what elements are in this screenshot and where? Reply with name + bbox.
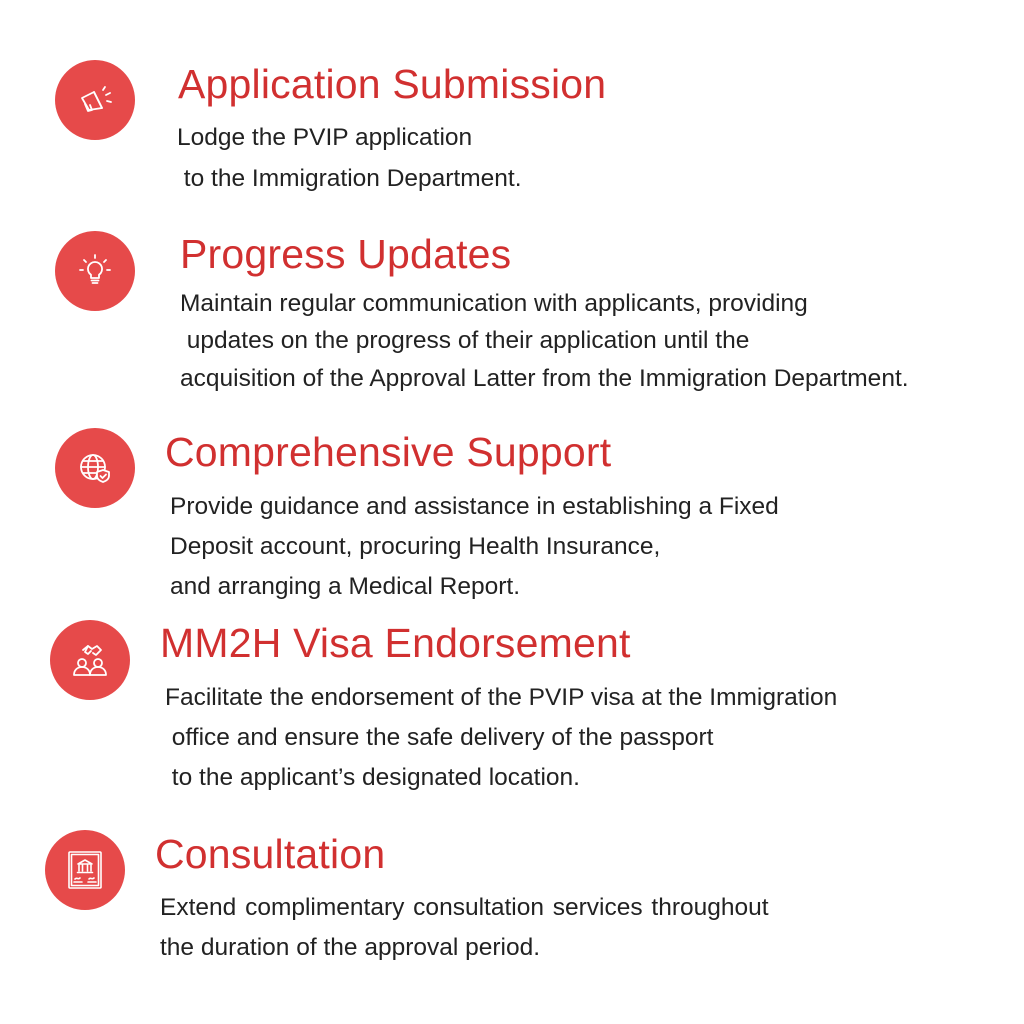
description-line: Deposit account, procuring Health Insurance, bbox=[170, 533, 661, 560]
handshake-people-badge bbox=[50, 620, 130, 700]
description-line: to the Immigration Department. bbox=[177, 165, 522, 192]
description-line: Maintain regular communication with applicants, providing bbox=[180, 290, 808, 317]
lightbulb-badge bbox=[55, 231, 135, 311]
step-title: MM2H Visa Endorsement bbox=[160, 620, 631, 666]
description-line: Extend complimentary consultation services throughout bbox=[160, 894, 769, 921]
step-title: Progress Updates bbox=[180, 231, 512, 277]
description-line: updates on the progress of their application until the bbox=[180, 327, 750, 354]
megaphone-icon bbox=[73, 78, 117, 122]
certificate-badge bbox=[45, 830, 125, 910]
handshake-people-icon bbox=[67, 637, 113, 683]
step-title: Consultation bbox=[155, 831, 386, 877]
description-line: the duration of the approval period. bbox=[160, 934, 541, 961]
certificate-icon bbox=[62, 847, 108, 893]
description-line: Provide guidance and assistance in establishing a Fixed bbox=[170, 493, 779, 520]
description-line: to the applicant’s designated location. bbox=[165, 764, 580, 791]
step-title: Comprehensive Support bbox=[165, 429, 612, 475]
description-line: office and ensure the safe delivery of the passport bbox=[165, 724, 714, 751]
globe-shield-icon bbox=[73, 446, 117, 490]
description-line: Lodge the PVIP application bbox=[177, 124, 473, 151]
description-line: Facilitate the endorsement of the PVIP visa at the Immigration bbox=[165, 684, 838, 711]
megaphone-badge bbox=[55, 60, 135, 140]
globe-shield-badge bbox=[55, 428, 135, 508]
description-line: and arranging a Medical Report. bbox=[170, 573, 521, 600]
step-title: Application Submission bbox=[178, 61, 607, 107]
lightbulb-icon bbox=[73, 249, 117, 293]
description-line: acquisition of the Approval Latter from the Immigration Department. bbox=[180, 365, 909, 392]
